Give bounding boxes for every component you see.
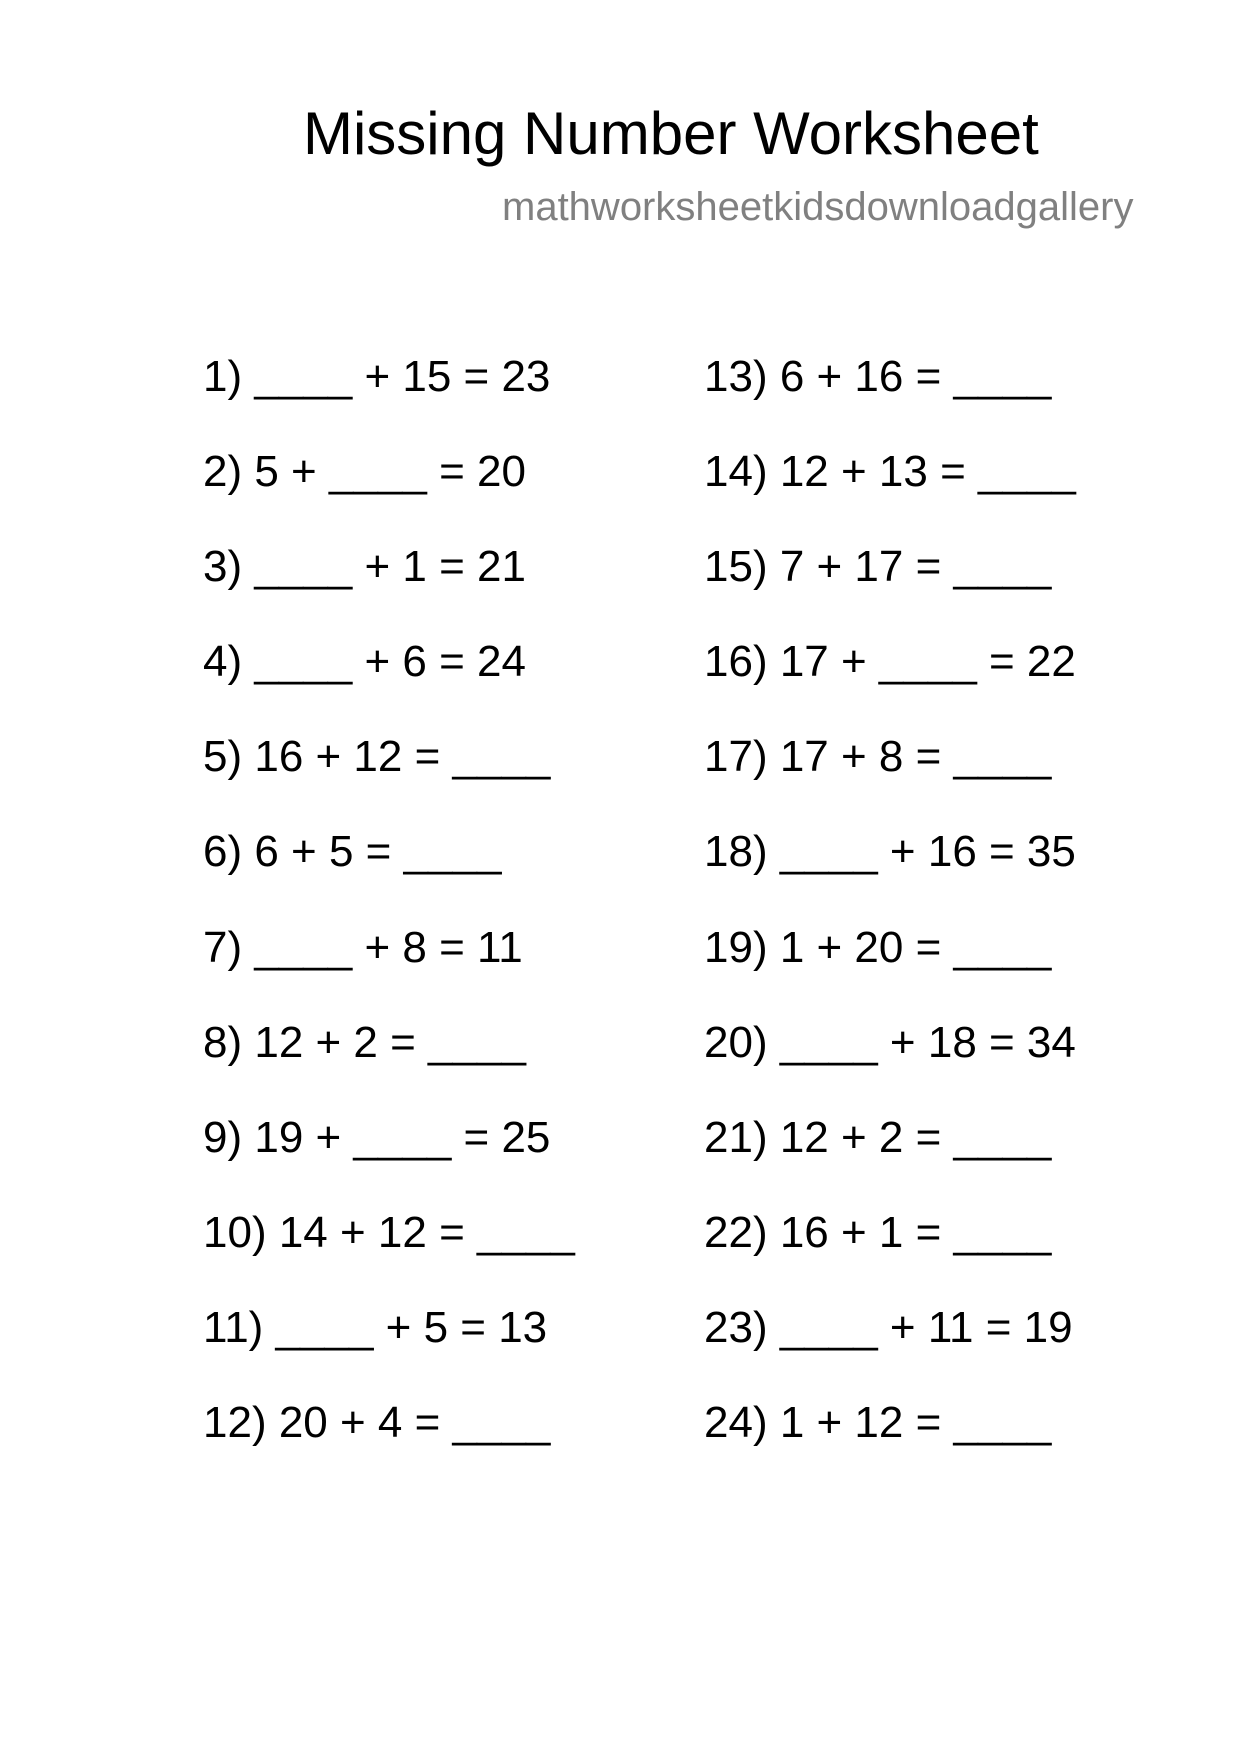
problem-column-left bbox=[203, 352, 575, 1493]
problem-11: 11) ____ + 5 = 13 bbox=[203, 1302, 548, 1352]
problem-16: 16) 17 + ____ = 22 bbox=[704, 637, 1076, 687]
problem-1: 1) ____ + 15 = 23 bbox=[203, 352, 551, 401]
site-watermark: mathworksheetkidsdownloadgallery bbox=[502, 185, 1134, 229]
problem-19: 19) 1 + 20 = ____ bbox=[704, 922, 1052, 972]
problem-21: 21) 12 + 2 = ____ bbox=[704, 1112, 1052, 1162]
problem-17: 17) 17 + 8 = ____ bbox=[704, 732, 1052, 782]
problem-9: 9) 19 + ____ = 25 bbox=[203, 1112, 551, 1162]
problem-2: 2) 5 + ____ = 20 bbox=[203, 447, 526, 497]
problem-4: 4) ____ + 6 = 24 bbox=[203, 637, 526, 687]
problem-15: 15) 7 + 17 = ____ bbox=[704, 542, 1052, 592]
problem-24: 24) 1 + 12 = ____ bbox=[704, 1398, 1052, 1448]
problem-7: 7) ____ + 8 = 11 bbox=[203, 922, 523, 972]
problem-23: 23) ____ + 11 = 19 bbox=[704, 1302, 1073, 1352]
problem-3: 3) ____ + 1 = 21 bbox=[203, 542, 526, 592]
problem-10: 10) 14 + 12 = ____ bbox=[203, 1207, 575, 1257]
problem-column-right bbox=[704, 352, 1076, 1493]
problem-14: 14) 12 + 13 = ____ bbox=[704, 447, 1076, 497]
problem-13: 13) 6 + 16 = ____ bbox=[704, 352, 1052, 401]
problem-8: 8) 12 + 2 = ____ bbox=[203, 1017, 526, 1067]
problem-5: 5) 16 + 12 = ____ bbox=[203, 732, 551, 782]
problem-12: 12) 20 + 4 = ____ bbox=[203, 1398, 551, 1448]
problem-6: 6) 6 + 5 = ____ bbox=[203, 827, 502, 877]
problem-20: 20) ____ + 18 = 34 bbox=[704, 1017, 1076, 1067]
problem-18: 18) ____ + 16 = 35 bbox=[704, 827, 1076, 877]
page-title: Missing Number Worksheet bbox=[303, 100, 1039, 167]
problem-22: 22) 16 + 1 = ____ bbox=[704, 1207, 1052, 1257]
